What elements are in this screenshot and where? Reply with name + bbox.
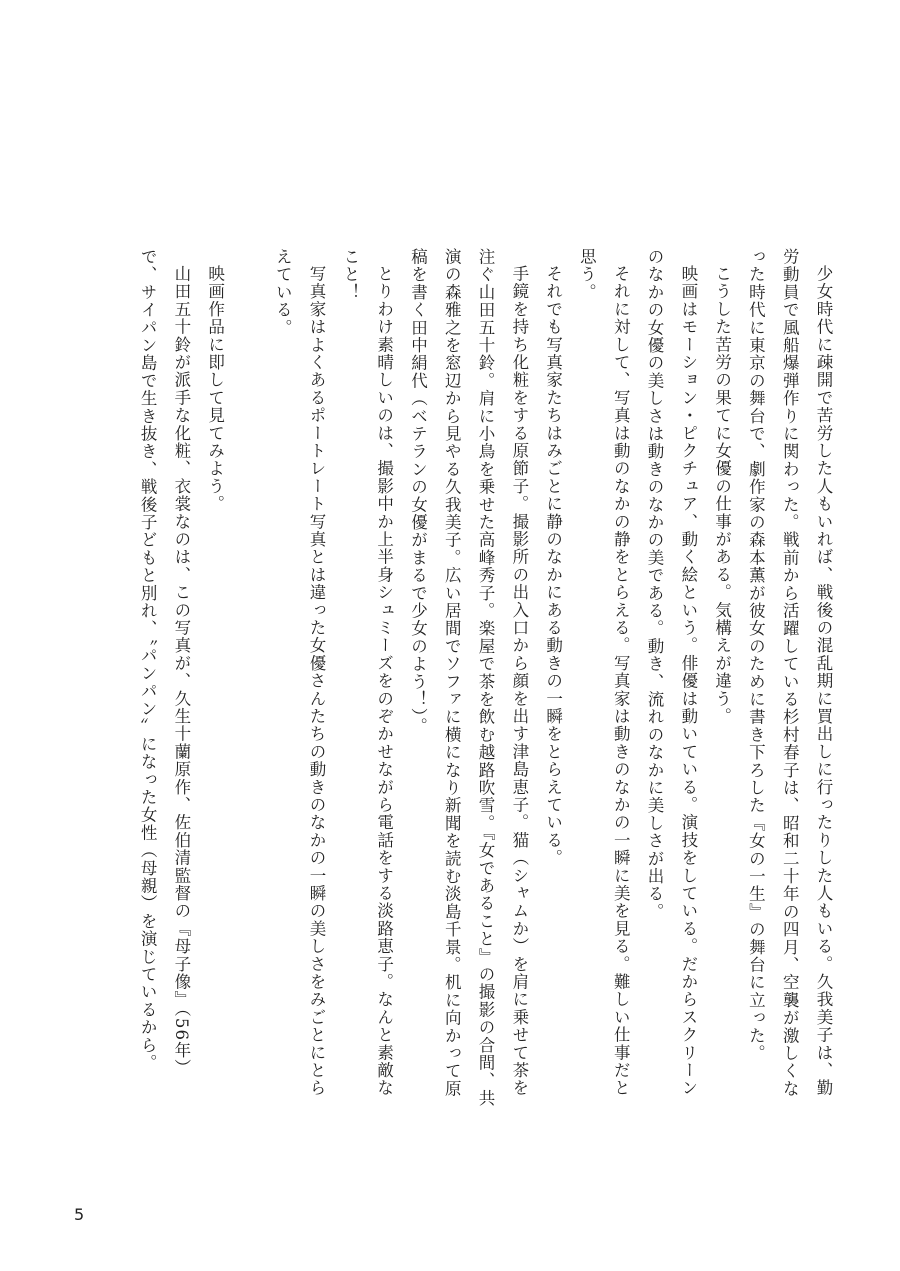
paragraph: 映画はモーション・ピクチュア、動く絵という。俳優は動いている。演技をしている。だからスクリーンのなかの女優の美しさは動きのなかの美である。動き、流れのなかに美しさが出る。 [645,248,698,1097]
paragraph: こうした苦労の果てに女優の仕事がある。気構えが違う。 [712,264,732,725]
paragraph: 山田五十鈴が派手な化粧、衣裳なのは、この写真が、久生十蘭原作、佐伯清監督の『母子像』（56年）で、サイパン島で生き抜き、戦後子どもと別れ、〝パンパン〟になった女性（母親）を演じているから。 [138,248,191,1077]
paragraph: とりわけ素晴しいのは、撮影中か上半身シュミーズをのぞかせながら電話をする淡路恵子。なんと素敵なこと！ [340,248,394,1097]
paragraph: それでも写真家たちはみごとに静のなかにある動きの一瞬をとらえている。 [543,264,563,867]
page-number: 5 [74,1205,85,1224]
paragraph: 映画作品に即して見てみよう。 [205,264,225,513]
paragraph: それに対して、写真は動のなかの静をとらえる。写真家は動きのなかの一瞬に美を見る。難しい仕事だと思う。 [577,248,631,1097]
body-text [50,248,840,1108]
paragraph: 手鏡を持ち化粧をする原節子。撮影所の出入口から顔を出す津島恵子。猫（シャムか）を肩に乗せて茶を注ぐ山田五十鈴。肩に小鳥を乗せた高峰秀子。楽屋で茶を飲む越路吹雪。『女であること』の撮影の合間、共演の森雅之を窓辺から見やる久我美子。広い居間でソファに横になり新聞を読む淡島千景。机に向かって原稿を書く田中絹代（ベテランの女優がまるで少女のよう！）。 [408,248,529,1108]
paragraph: 少女時代に疎開で苦労した人もいれば、戦後の混乱期に買出しに行ったりした人もいる。久我美子は、勤労動員で風船爆弾作りに関わった。戦前から活躍している杉村春子は、昭和二十年の四月、空襲が激しくなった時代に東京の舞台で、劇作家の森本薫が彼女のために書き下ろした『女の一生』の舞台に立った。 [746,248,833,1098]
paragraph: 写真家はよくあるポートレート写真とは違った女優さんたちの動きのなかの一瞬の美しさをみごとにとらえている。 [273,248,327,1097]
blank-line [232,248,266,1108]
